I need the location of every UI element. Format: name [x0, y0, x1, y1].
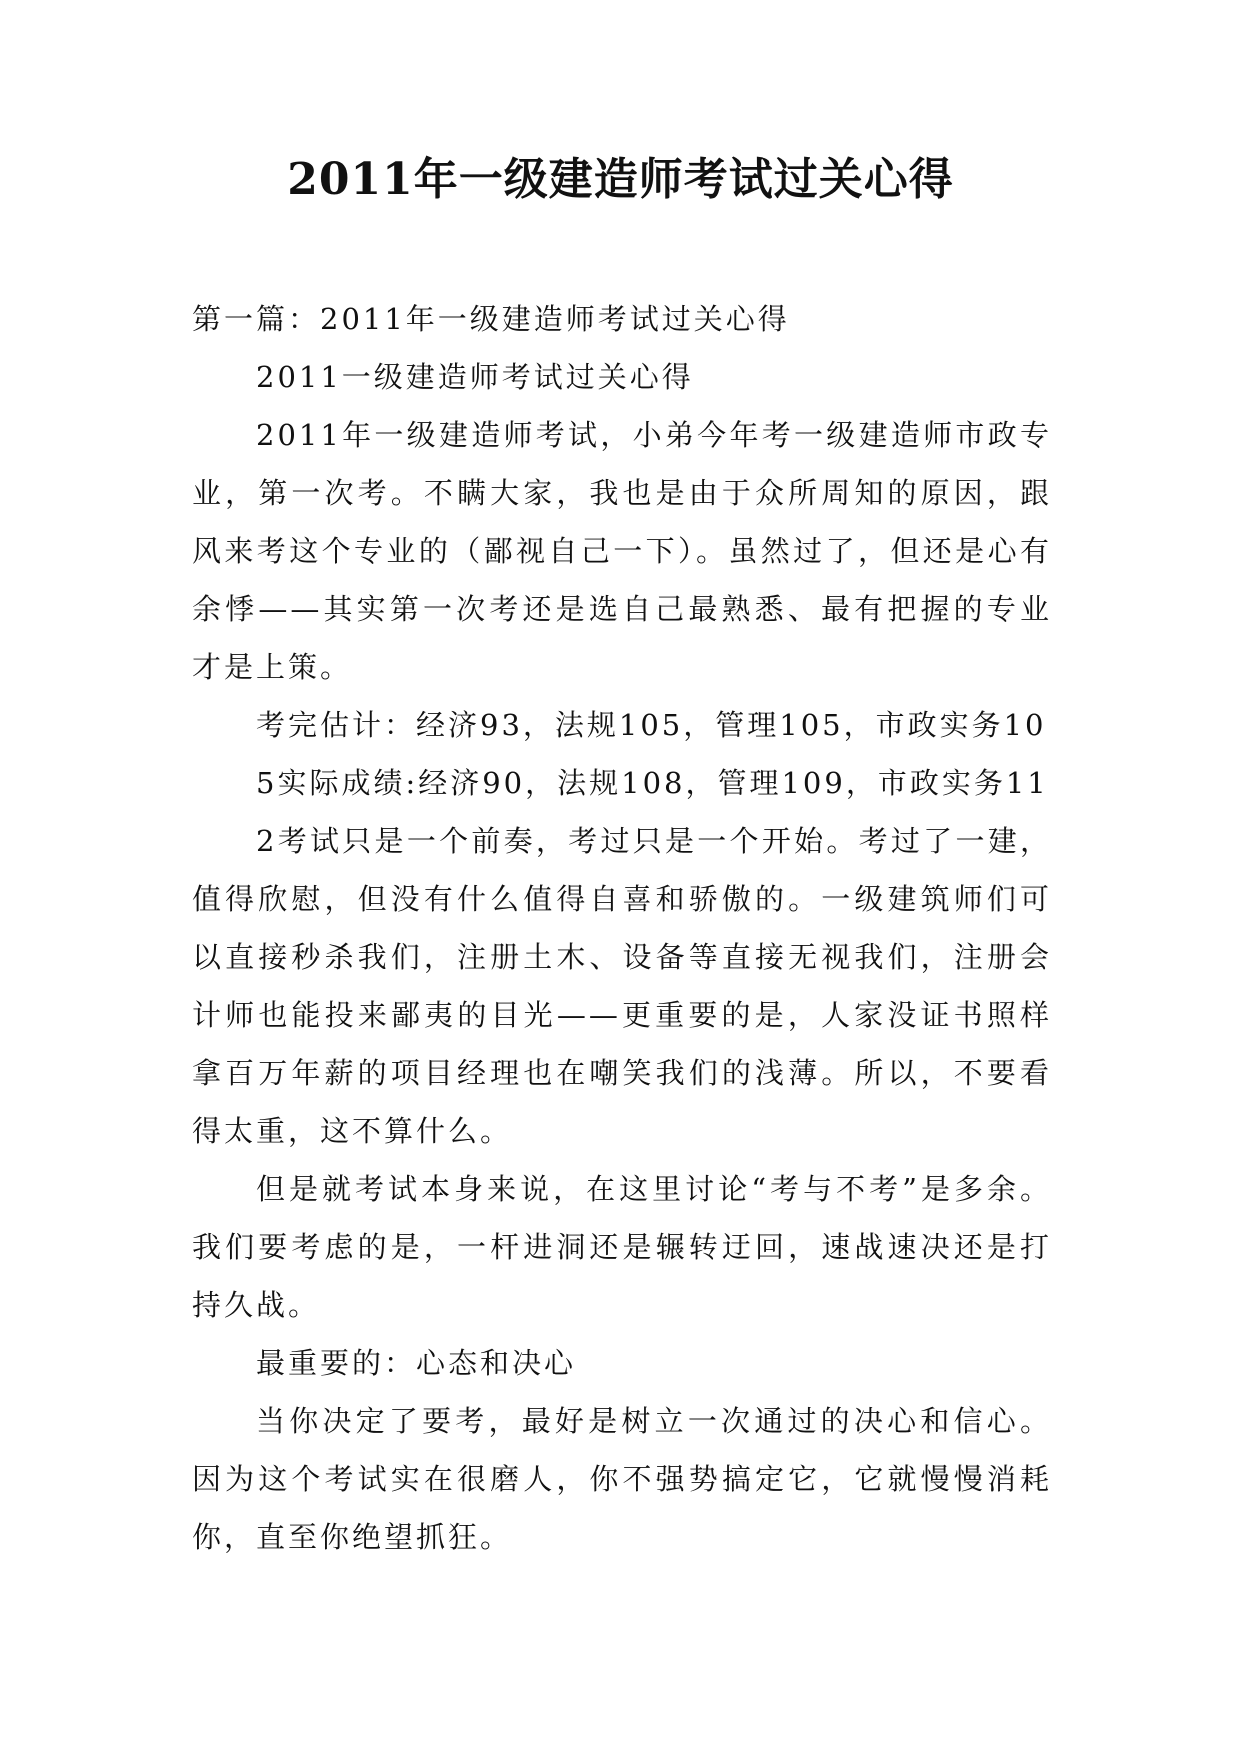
paragraph-reflection: 2考试只是一个前奏，考过只是一个开始。考过了一建，值得欣慰，但没有什么值得自喜和骄傲的。一级建筑师们可以直接秒杀我们，注册土木、设备等直接无视我们，注册会计师也能投来鄙夷的目光——更重要的是，人家没证书照样拿百万年薪的项目经理也在嘲笑我们的浅薄。所以，不要看得太重，这不算什么。 — [192, 824, 1052, 1148]
paragraph-determination: 当你决定了要考，最好是树立一次通过的决心和信心。因为这个考试实在很磨人，你不强势搞定它，它就慢慢消耗你，直至你绝望抓狂。 — [192, 1404, 1052, 1554]
paragraph-actual-score: 5实际成绩:经济90，法规108，管理109，市政实务11 — [256, 766, 1049, 800]
paragraph-estimate: 考完估计：经济93，法规105，管理105，市政实务10 — [256, 708, 1047, 742]
paragraph-heading-mindset: 最重要的：心态和决心 — [256, 1346, 577, 1380]
paragraph-subtitle: 2011一级建造师考试过关心得 — [256, 360, 694, 394]
paragraph-intro: 2011年一级建造师考试，小弟今年考一级建造师市政专业，第一次考。不瞒大家，我也是由于众所周知的原因，跟风来考这个专业的（鄙视自己一下）。虽然过了，但还是心有余悸——其实第一次考还是选自己最熟悉、最有把握的专业才是上策。 — [192, 418, 1052, 684]
paragraph-strategy: 但是就考试本身来说，在这里讨论“考与不考”是多余。我们要考虑的是，一杆进洞还是辗转迂回，速战速决还是打持久战。 — [192, 1172, 1052, 1322]
paragraph-section-heading: 第一篇：2011年一级建造师考试过关心得 — [192, 302, 790, 336]
document-body — [192, 290, 1052, 1566]
document-title: 2011年一级建造师考试过关心得 — [287, 154, 954, 205]
